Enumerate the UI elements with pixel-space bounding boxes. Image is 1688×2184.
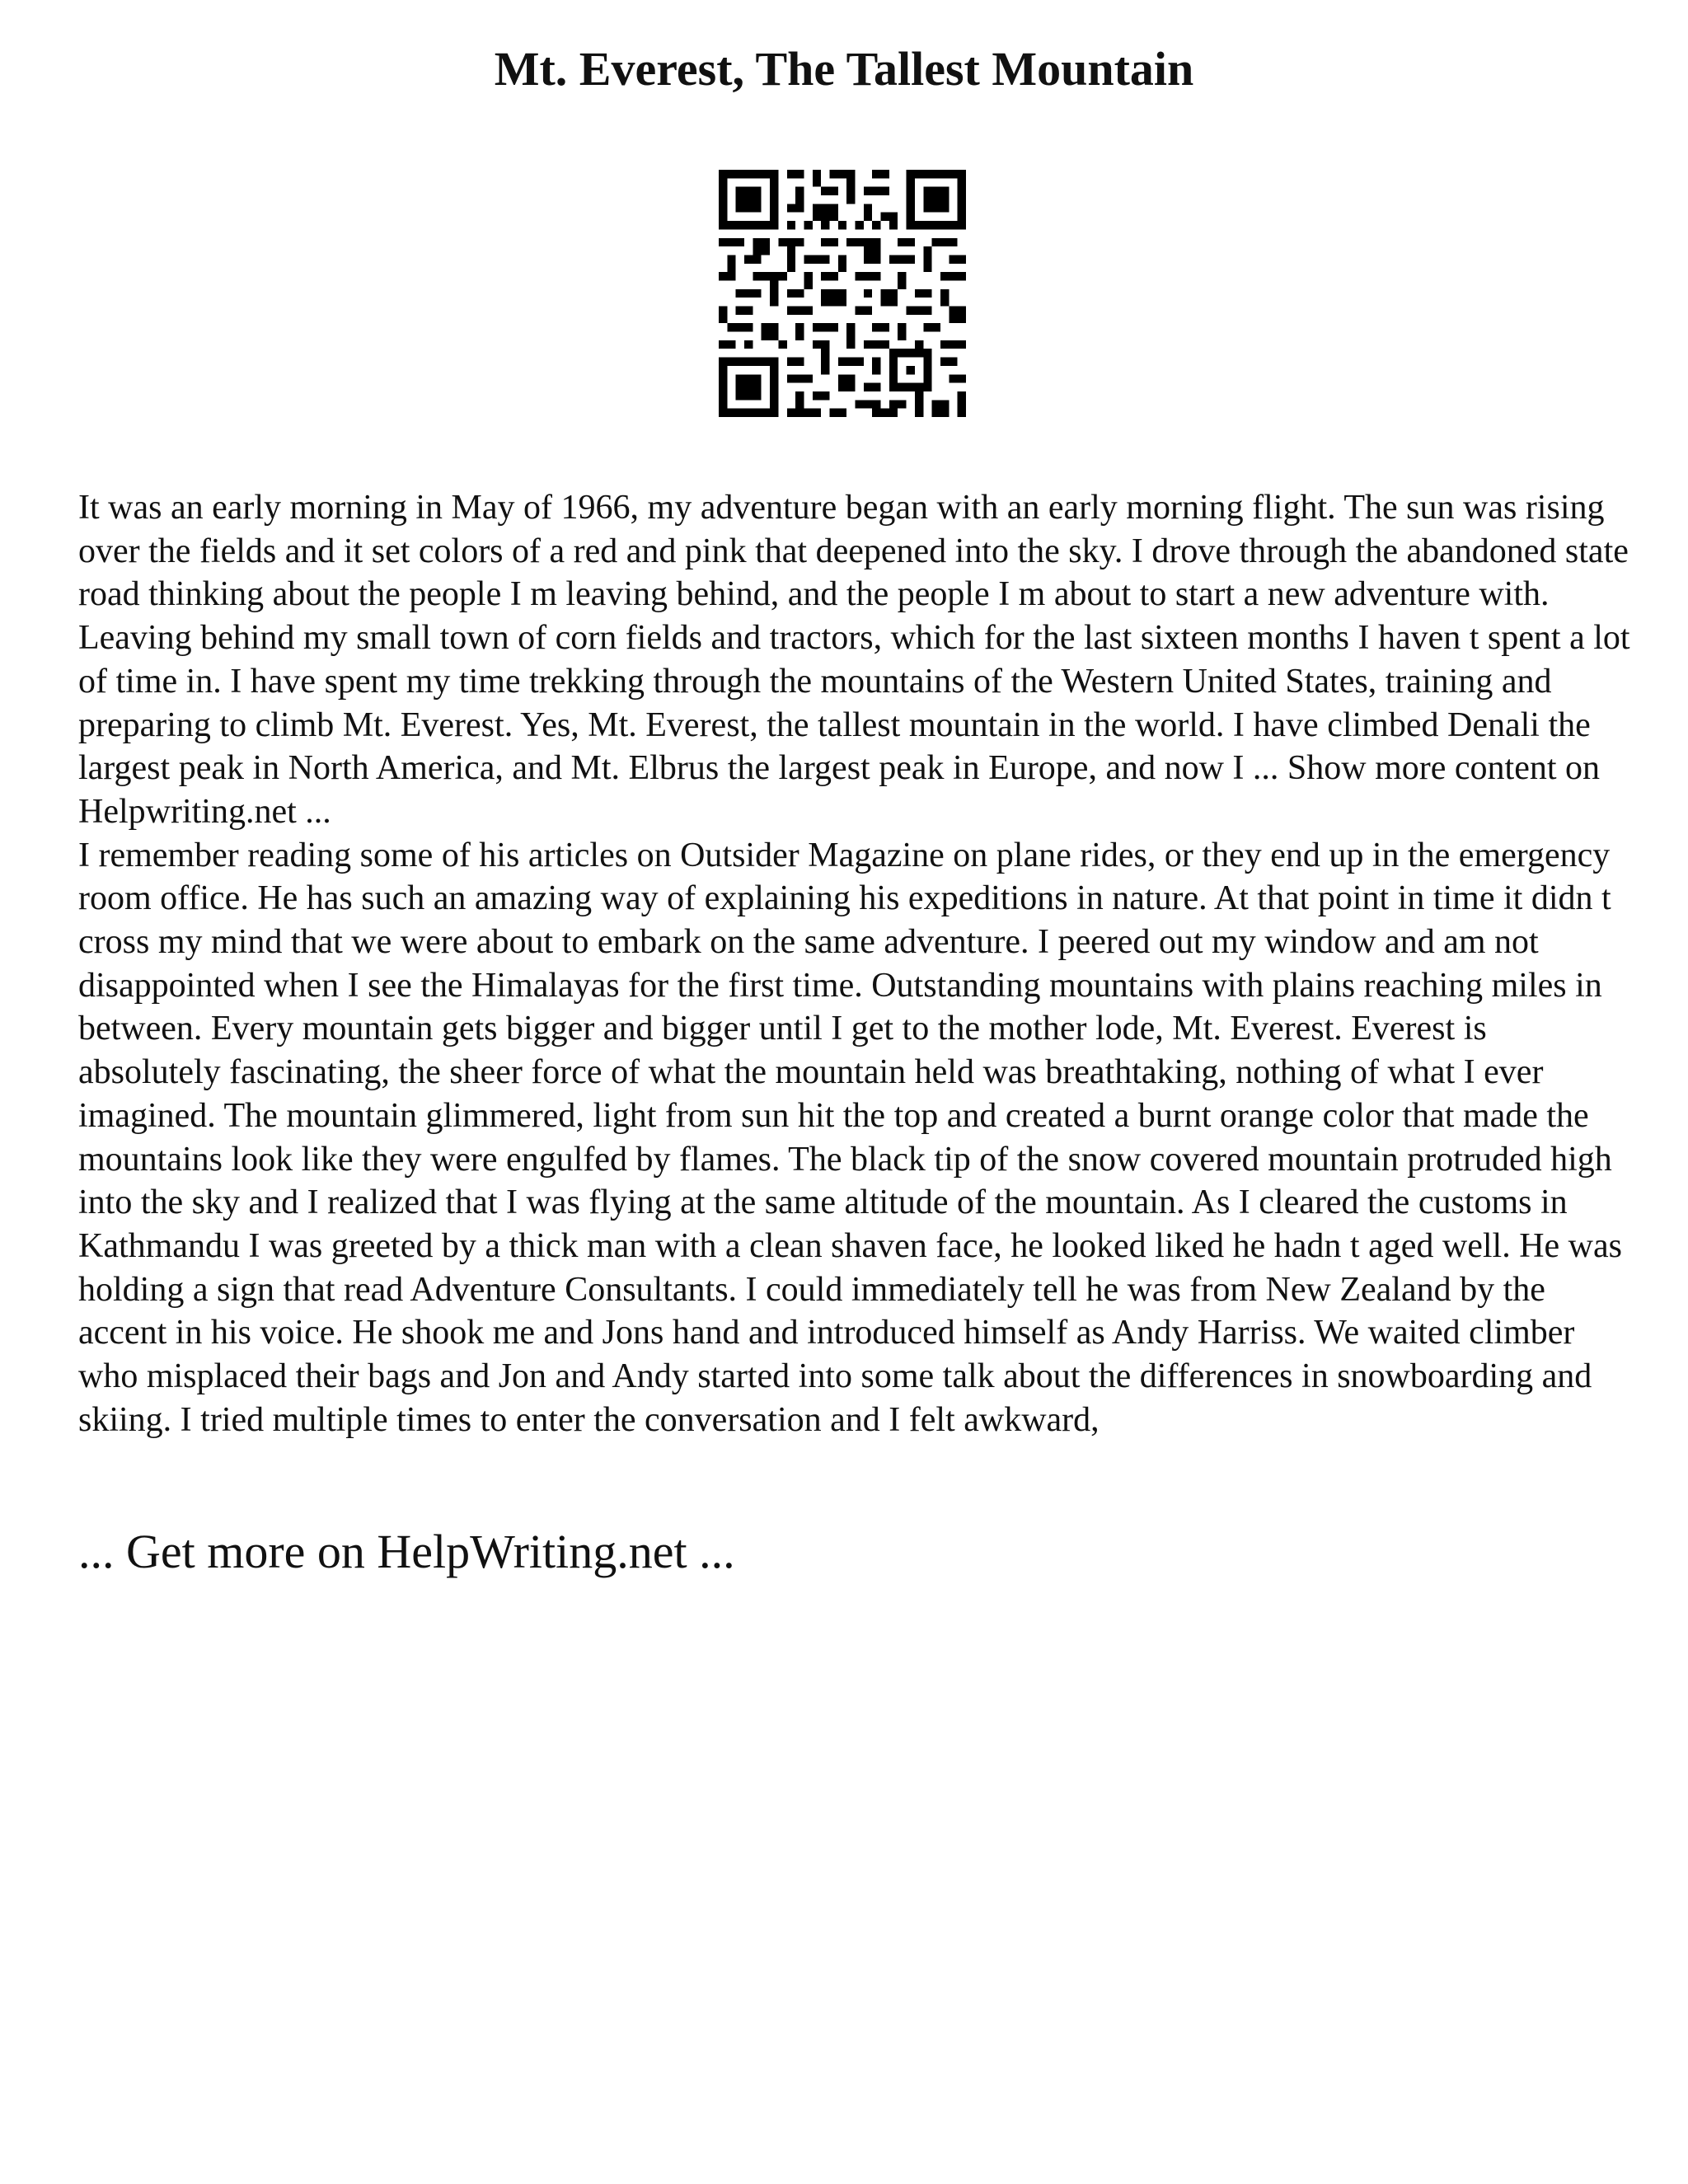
get-more-link[interactable]: ... Get more on HelpWriting.net ...	[78, 1525, 735, 1578]
article-body	[78, 486, 1636, 1441]
qr-code	[719, 170, 966, 417]
paragraph-intro: It was an early morning in May of 1966, my adventure began with an early morning flight. The sun was rising over the fields and it set colors of a red and pink that deepened into the sky. I drove through the abandoned state road thinking about the people I m leaving behind, and the people I m about to start a new adventure with. Leaving behind my small town of corn fields and tractors, which for the last sixteen months I haven t spent a lot of time in. I have spent my time trekking through the mountains of the Western United States, training and preparing to climb Mt. Everest. Yes, Mt. Everest, the tallest mountain in the world. I have climbed Denali the largest peak in North America, and Mt. Elbrus the largest peak in Europe, and now I ... Show more content on Helpwriting.net ...	[78, 489, 1630, 831]
qr-code-icon	[719, 170, 966, 417]
document-title: Mt. Everest, The Tallest Mountain	[494, 42, 1194, 96]
paragraph-continued: I remember reading some of his articles on Outsider Magazine on plane rides, or they end up in the emergency room office. He has such an amazing way of explaining his expeditions in nature. At that point in time it didn t cross my mind that we were about to embark on the same adventure. I peered out my window and am not disappointed when I see the Himalayas for the first time. Outstanding mountains with plains reaching miles in between. Every mountain gets bigger and bigger until I get to the mother lode, Mt. Everest. Everest is absolutely fascinating, the sheer force of what the mountain held was breathtaking, nothing of what I ever imagined. The mountain glimmered, light from sun hit the top and created a burnt orange color that made the mountains look like they were engulfed by flames. The black tip of the snow covered mountain protruded high into the sky and I realized that I was flying at the same altitude of the mountain. As I cleared the customs in Kathmandu I was greeted by a thick man with a clean shaven face, he looked liked he hadn t aged well. He was holding a sign that read Adventure Consultants. I could immediately tell he was from New Zealand by the accent in his voice. He shook me and Jons hand and introduced himself as Andy Harriss. We waited climber who misplaced their bags and Jon and Andy started into some talk about the differences in snowboarding and skiing. I tried multiple times to enter the conversation and I felt awkward,	[78, 836, 1622, 1439]
